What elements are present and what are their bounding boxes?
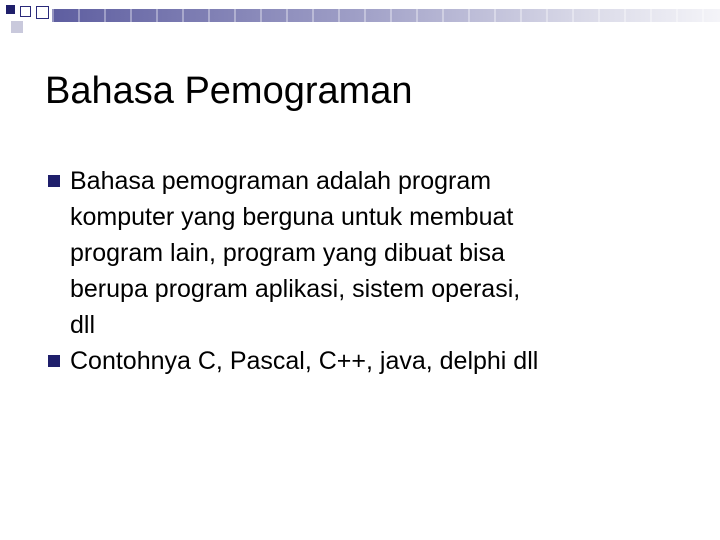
decor-square-outline — [20, 6, 31, 17]
decor-square-dark — [6, 5, 15, 14]
bullet-line: Bahasa pemograman adalah program — [70, 167, 492, 195]
bullet-line: program lain, program yang dibuat bisa — [70, 239, 505, 267]
bullet-item — [45, 163, 685, 343]
bullet-line: dll — [70, 311, 96, 339]
decor-square-light — [11, 21, 23, 33]
bullet-line: berupa program aplikasi, sistem operasi, — [70, 275, 521, 303]
slide-title: Bahasa Pemograman — [45, 70, 413, 112]
bullet-line: komputer yang berguna untuk membuat — [70, 203, 514, 231]
decor-square-outline-large — [36, 6, 49, 19]
square-bullet-icon — [48, 175, 60, 187]
bullet-list — [45, 163, 685, 379]
top-gradient-band — [52, 9, 720, 22]
bullet-line: Contohnya C, Pascal, C++, java, delphi dll — [70, 347, 539, 375]
square-bullet-icon — [48, 355, 60, 367]
bullet-item — [45, 343, 685, 379]
